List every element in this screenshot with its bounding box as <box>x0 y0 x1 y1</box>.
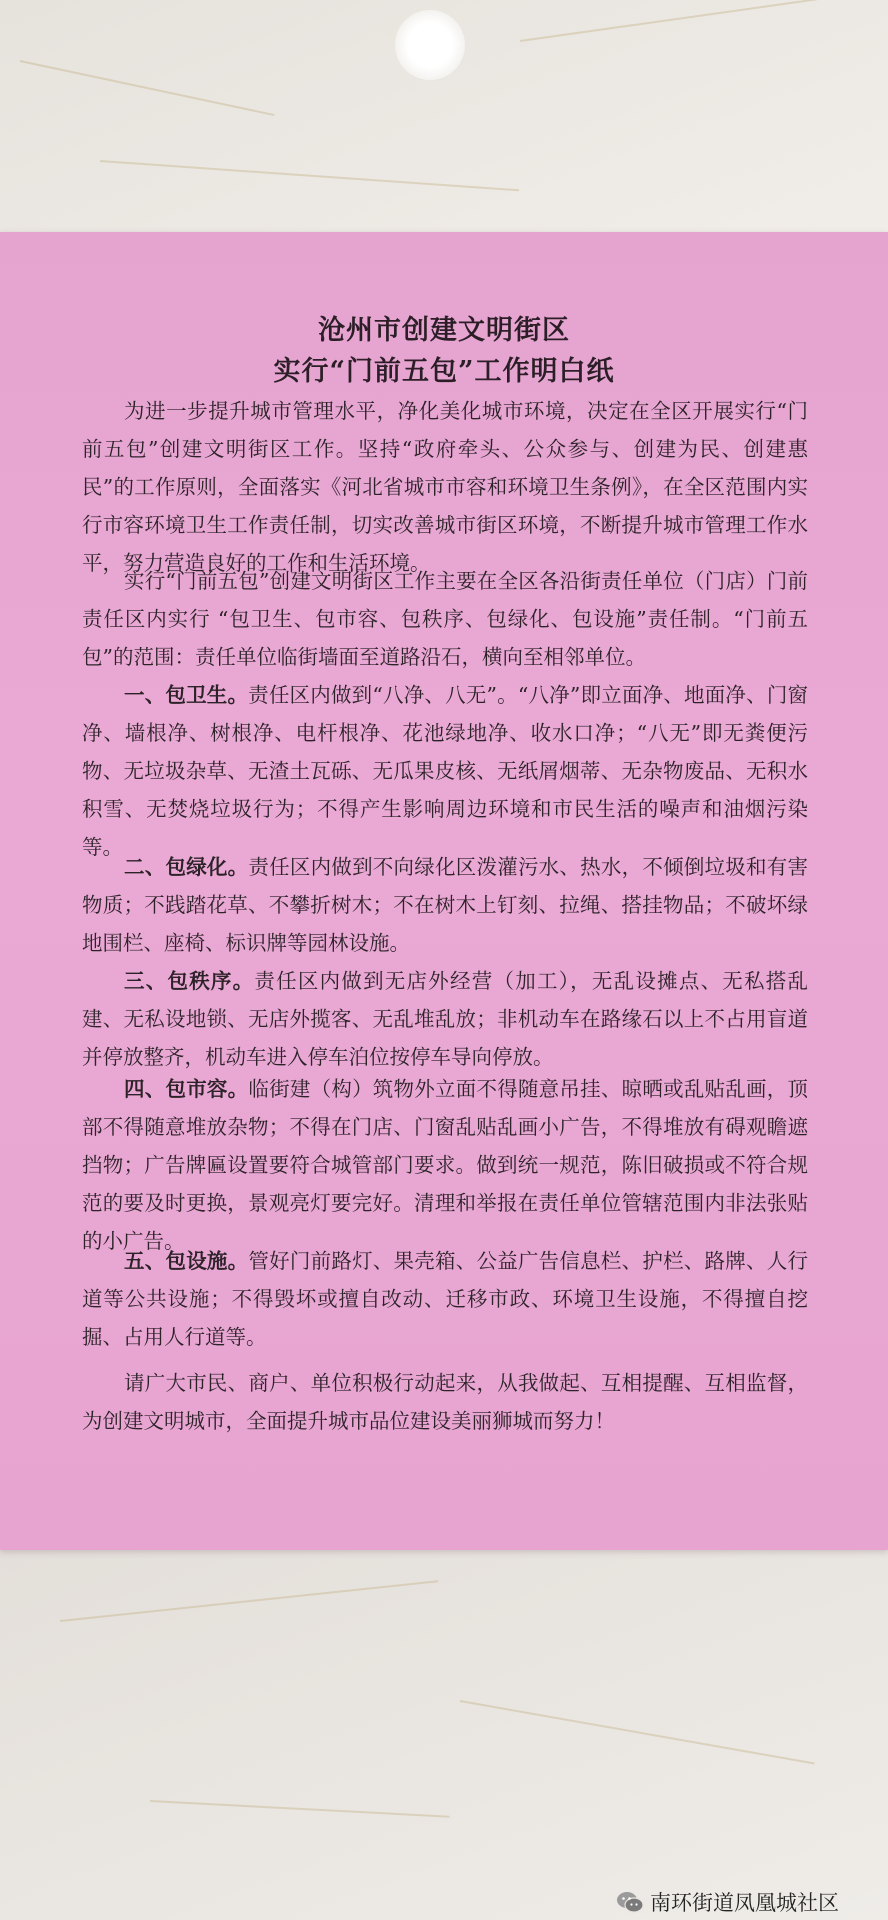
light-glare <box>395 10 465 80</box>
section-heading: 三、包秩序。 <box>124 969 255 993</box>
section-body: 责任区内做到“八净、八无”。“八净”即立面净、地面净、门窗净、墙根净、树根净、电杆根净、花池绿地净、收水口净；“八无”即无粪便污物、无垃圾杂草、无渣土瓦砾、无瓜果皮核、无纸屑烟蒂、无杂物废品、无积水积雪、无焚烧垃圾行为；不得产生影响周边环境和市民生活的噪声和油烟污染等。 <box>82 683 809 859</box>
marble-vein <box>60 1580 438 1622</box>
marble-vein <box>100 160 519 191</box>
wechat-icon <box>616 1891 644 1913</box>
marble-vein <box>150 1800 450 1818</box>
marble-vein <box>520 0 817 42</box>
section-greening <box>82 848 808 962</box>
scope-paragraph: 实行“门前五包”创建文明街区工作主要在全区各沿街责任单位（门店）门前责任区内实行 “包卫生、包市容、包秩序、包绿化、包设施”责任制。“门前五包”的范围：责任单位临街墙面至道路沿石，横向至相邻单位。 <box>82 569 808 669</box>
section-heading: 四、包市容。 <box>124 1077 249 1101</box>
section-heading: 五、包设施。 <box>124 1249 249 1273</box>
section-body: 临街建（构）筑物外立面不得随意吊挂、晾晒或乱贴乱画，顶部不得随意堆放杂物；不得在门店、门窗乱贴乱画小广告，不得堆放有碍观瞻遮挡物；广告牌匾设置要符合城管部门要求。做到统一规范，陈旧破损或不符合规范的要及时更换，景观亮灯要完好。清理和举报在责任单位管辖范围内非法张贴的小广告。 <box>82 1077 808 1253</box>
section-order <box>82 962 808 1076</box>
section-appearance <box>82 1070 808 1260</box>
intro-paragraph: 为进一步提升城市管理水平，净化美化城市环境，决定在全区开展实行“门前五包”创建文明街区工作。坚持“政府牵头、公众参与、创建为民、创建惠民”的工作原则，全面落实《河北省城市市容和环境卫生条例》，在全区范围内实行市容环境卫生工作责任制，切实改善城市街区环境，不断提升城市管理工作水平，努力营造良好的工作和生活环境。 <box>82 399 808 575</box>
watermark-text: 南环街道凤凰城社区 <box>650 1891 839 1915</box>
section-body: 责任区内做到不向绿化区泼灌污水、热水，不倾倒垃圾和有害物质；不践踏花草、不攀折树木；不在树木上钉刻、拉绳、搭挂物品；不破坏绿地围栏、座椅、标识牌等园林设施。 <box>82 855 808 955</box>
section-sanitation <box>82 676 808 866</box>
section-body: 责任区内做到无店外经营（加工），无乱设摊点、无私搭乱建、无私设地锁、无店外揽客、无乱堆乱放；非机动车在路缘石以上不占用盲道并停放整齐，机动车进入停车泊位按停车导向停放。 <box>82 969 809 1069</box>
document-title-line1: 沧州市创建文明街区 <box>318 315 570 346</box>
section-body: 管好门前路灯、果壳箱、公益广告信息栏、护栏、路牌、人行道等公共设施；不得毁坏或擅自改动、迁移市政、环境卫生设施，不得擅自挖掘、占用人行道等。 <box>82 1249 808 1349</box>
section-facilities <box>82 1242 808 1356</box>
closing-paragraph: 请广大市民、商户、单位积极行动起来，从我做起、互相提醒、互相监督，为创建文明城市，全面提升城市品位建设美丽狮城而努力！ <box>82 1371 808 1433</box>
section-heading: 二、包绿化。 <box>124 855 249 879</box>
document-title-line2: 实行“门前五包”工作明白纸 <box>273 356 615 387</box>
watermark <box>616 1887 839 1917</box>
marble-vein <box>20 60 275 116</box>
marble-vein <box>460 1700 815 1764</box>
section-heading: 一、包卫生。 <box>124 683 249 707</box>
